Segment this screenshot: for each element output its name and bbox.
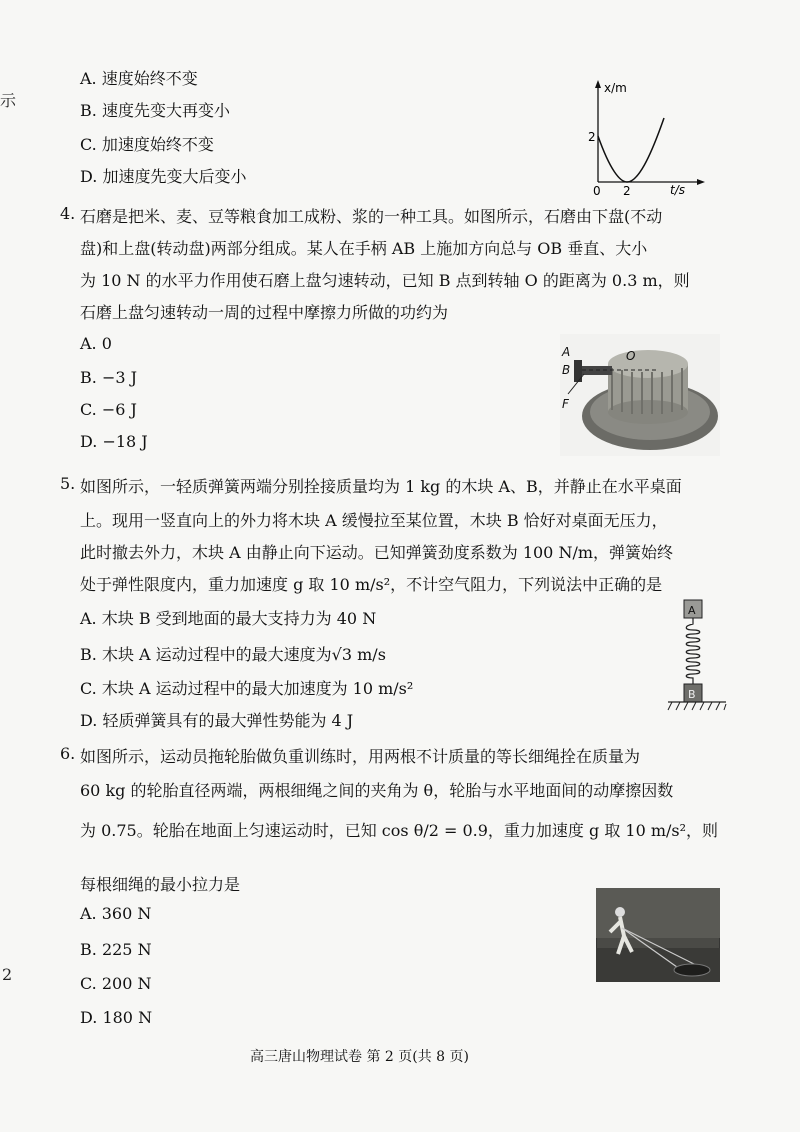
- q5-stem-line: 处于弹性限度内，重力加速度 g 取 10 m/s²，不计空气阻力，下列说法中正确的是: [80, 575, 663, 594]
- graph-curve: [598, 118, 664, 182]
- q3-option-a: A. 速度始终不变: [80, 69, 198, 88]
- graph-y-label: x/m: [604, 81, 627, 95]
- q5-spring-figure: [664, 596, 730, 718]
- q4-stem-line: 石磨上盘匀速转动一周的过程中摩擦力所做的功约为: [80, 303, 449, 322]
- q5-stem-line: 上。现用一竖直向上的外力将木块 A 缓慢拉至某位置，木块 B 恰好对桌面无压力，: [80, 511, 668, 530]
- graph-x-tick: 2: [623, 184, 631, 196]
- tire: [674, 964, 710, 976]
- q5-stem-line: 此时撤去外力，木块 A 由静止向下运动。已知弹簧劲度系数为 100 N/m，弹簧始终: [80, 543, 674, 562]
- page-footer: 高三唐山物理试卷 第 2 页(共 8 页): [250, 1049, 469, 1065]
- q5-option-c: C. 木块 A 运动过程中的最大加速度为 10 m/s²: [80, 679, 414, 698]
- q4-stem-line: 为 10 N 的水平力作用使石磨上盘匀速转动，已知 B 点到转轴 O 的距离为 0.3 m，则: [80, 271, 690, 290]
- q6-stem-line: 如图所示，运动员拖轮胎做负重训练时，用两根不计质量的等长细绳拴在质量为: [80, 747, 641, 766]
- q4-option-a: A. 0: [80, 334, 112, 353]
- graph-x-arrow: [697, 179, 705, 185]
- q4-option-b: B. −3 J: [80, 368, 138, 387]
- athlete-head: [615, 907, 625, 917]
- q6-stem-line: 为 0.75。轮胎在地面上匀速运动时，已知 cos θ/2 = 0.9，重力加速度 g 取 10 m/s²，则: [80, 821, 719, 840]
- margin-mark-top: 示: [0, 91, 17, 110]
- q3-option-c: C. 加速度始终不变: [80, 135, 214, 154]
- ground-hatch: [668, 702, 726, 710]
- q5-option-d: D. 轻质弹簧具有的最大弹性势能为 4 J: [80, 711, 354, 730]
- q6-option-a: A. 360 N: [80, 904, 152, 923]
- q4-option-d: D. −18 J: [80, 432, 148, 451]
- graph-y-tick: 2: [588, 130, 596, 144]
- q6-tire-drag-photo: [596, 888, 720, 982]
- margin-mark-bottom: 2: [2, 965, 13, 984]
- q6-option-c: C. 200 N: [80, 974, 152, 993]
- q5-option-b: B. 木块 A 运动过程中的最大速度为√3 m/s: [80, 645, 386, 664]
- label-a: A: [562, 345, 571, 359]
- label-f: F: [562, 397, 569, 411]
- q6-stem-line: 60 kg 的轮胎直径两端，两根细绳之间的夹角为 θ，轮胎与水平地面间的动摩擦因数: [80, 781, 674, 800]
- q6-number: 6.: [60, 744, 76, 763]
- block-b-label: B: [688, 688, 696, 701]
- q4-option-c: C. −6 J: [80, 400, 137, 419]
- block-a-label: A: [688, 604, 696, 617]
- q5-stem-line: 如图所示，一轻质弹簧两端分别拴接质量均为 1 kg 的木块 A、B，并静止在水平桌面: [80, 477, 682, 496]
- label-b: B: [562, 363, 571, 377]
- q4-stem-line: 石磨是把米、麦、豆等粮食加工成粉、浆的一种工具。如图所示，石磨由下盘(不动: [80, 207, 663, 226]
- label-o: O: [626, 349, 636, 363]
- q5-option-a: A. 木块 B 受到地面的最大支持力为 40 N: [80, 609, 377, 628]
- graph-y-arrow: [595, 80, 601, 88]
- q5-number: 5.: [60, 474, 76, 493]
- spring: [686, 618, 700, 684]
- q4-number: 4.: [60, 204, 76, 223]
- q3-option-b: B. 速度先变大再变小: [80, 101, 230, 120]
- q6-option-b: B. 225 N: [80, 940, 152, 959]
- q3-position-time-graph: [580, 78, 720, 196]
- q4-stem-line: 盘)和上盘(转动盘)两部分组成。某人在手柄 AB 上施加方向总与 OB 垂直、大小: [80, 239, 648, 258]
- graph-x-label: t/s: [670, 183, 685, 196]
- q6-stem-line: 每根细绳的最小拉力是: [80, 875, 241, 894]
- q6-option-d: D. 180 N: [80, 1008, 153, 1027]
- q4-millstone-figure: [560, 334, 720, 456]
- q3-option-d: D. 加速度先变大后变小: [80, 167, 247, 186]
- graph-origin: 0: [593, 184, 601, 196]
